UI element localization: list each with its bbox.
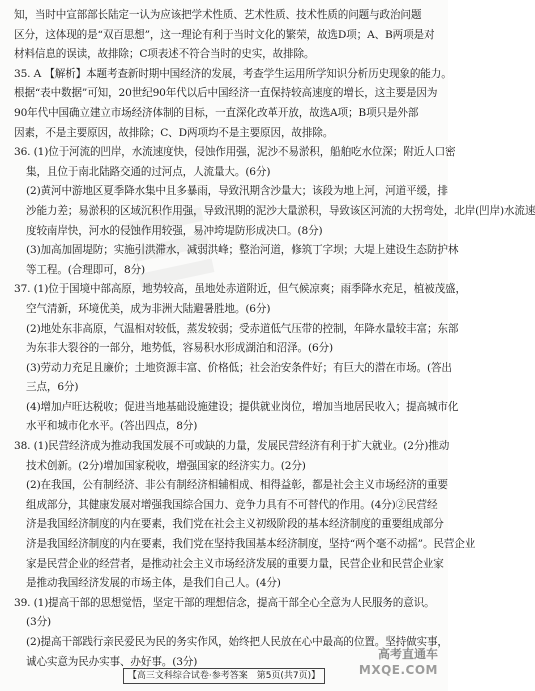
text-line: 材料信息的误读，故排除；C项表述不符合当时的史实，故排除。 [14, 48, 315, 61]
text-line: (2)在我国，公有制经济、非公有制经济相辅相成、相得益彰，都是社会主义市场经济的重要 [26, 479, 448, 492]
footer-label: 【高三文科综合试卷·参考答案 第5页(共7页)】 [123, 668, 325, 684]
text-line: 空气清新，环境优美，成为非洲大陆避暑胜地。(6分) [26, 302, 271, 315]
text-line: (2)提高干部践行亲民爱民为民的务实作风，始终把人民放在心中最高的位置。坚持做实事， [26, 636, 448, 648]
text-line: 根据“表中数据”可知，20世纪90年代以后中国经济一直保持较高速度的增长，这主要是因为 [14, 87, 438, 100]
brand-url: MXQE.COM [358, 663, 438, 677]
text-line: 沙能力差；易淤积的区域沉积作用强，导致汛期的泥沙大量淤积，导致该区河流的大拐弯处，北岸(凹岸)水流速 [26, 204, 535, 217]
page-footer [0, 668, 448, 684]
text-line: 技术创新。(2分)增加国家税收，增强国家的经济实力。(2分) [26, 459, 306, 472]
text-line: 为东非大裂谷的一部分，地势低，容易积水形成湖泊和沼泽。(6分) [26, 342, 333, 355]
text-line: 因素，不是主要原因，故排除；C、D两项均不是主要原因，故排除。 [14, 126, 334, 139]
text-line: 是推动我国经济发展的市场主体，是我们自己人。(4分) [26, 577, 281, 590]
text-line: (3分) [26, 616, 51, 629]
text-line: 知，当时中宣部部长陆定一认为应该把学术性质、艺术性质、技术性质的问题与政治问题 [14, 9, 422, 21]
text-line: 水平和城市化水平。(答出四点，8分) [26, 420, 198, 433]
text-line: (2)黄河中游地区夏季降水集中且多暴雨，导致汛期含沙量大；该段为地上河，河道平缓，排 [26, 185, 448, 198]
text-line: 家是民营企业的经营者，是推动社会主义市场经济发展的重要力量，民营企业和民营企业家 [26, 557, 444, 570]
question-36-line: 36. (1)位于河流的凹岸，水流速度快，侵蚀作用强，泥沙不易淤积，船舶吃水位深；附近人口密 [14, 146, 456, 159]
text-line: 三点，6分) [26, 381, 79, 394]
question-35-line: 35. A 【解析】本题考查新时期中国经济的发展，考查学生运用所学知识分析历史现象的能力。 [14, 67, 452, 80]
question-39-line: 39. (1)提高干部的思想觉悟，坚定干部的理想信念，提高干部全心全意为人民服务的意识。 [14, 596, 435, 609]
text-line: 组成部分，其健康发展对增强我国综合国力、竞争力具有不可替代的作用。(4分)②民营经 [26, 498, 438, 511]
text-line: 区分，这体现的是“双百思想”，这一理论有利于当时文化的繁荣，故选D项；A、B两项是对 [14, 28, 435, 41]
question-38-line: 38. (1)民营经济成为推动我国发展不可或缺的力量，发展民营经济有利于扩大就业。(2分)推动 [14, 440, 450, 453]
text-line: 等工程。(合理即可，8分) [26, 263, 145, 276]
text-line: 集，且位于南北陆路交通的过河点，人流量大。(6分) [26, 165, 271, 178]
question-37-line: 37. (1)位于国境中部高原，地势较高，虽地处赤道附近，但气候凉爽；雨季降水充足，植被茂盛， [14, 283, 466, 296]
text-line: 度较南岸快，河水的侵蚀作用较强，易冲垮堤防形成决口。(8分) [26, 224, 323, 237]
text-line: 诚心实意为民办实事、办好事。(3分) [26, 655, 198, 668]
text-line: 济是我国经济制度的内在要素，我们党在社会主义初级阶段的基本经济制度的重要组成部分 [26, 518, 444, 531]
text-line: (4)增加卢旺达税收；促进当地基础设施建设；提供就业岗位，增加当地居民收入；提高城市化 [26, 400, 459, 413]
text-line: (2)地处东非高原，气温相对较低，蒸发较弱；受赤道低气压带的控制，年降水量较丰富；东部 [26, 322, 459, 335]
text-line: 90年代中国确立建立市场经济体制的目标，一直深化改革开放，故选A项；B项只是外部 [14, 106, 419, 119]
brand-name: 高考直通车 [377, 647, 438, 661]
text-line: (3)加高加固堤防；实施引洪滞水，减弱洪峰；整治河道，修筑丁字坝；大堤上建设生态防护林 [26, 244, 459, 257]
answer-key-text [14, 6, 535, 672]
text-line: (3)劳动力充足且廉价；土地资源丰富、价格低；社会治安条件好；有巨大的潜在市场。(答出 [26, 361, 452, 374]
text-line: 济是我国经济制度的内在要素，我们党在坚持我国基本经济制度，坚持“两个毫不动摇”。民营企业 [26, 538, 476, 551]
